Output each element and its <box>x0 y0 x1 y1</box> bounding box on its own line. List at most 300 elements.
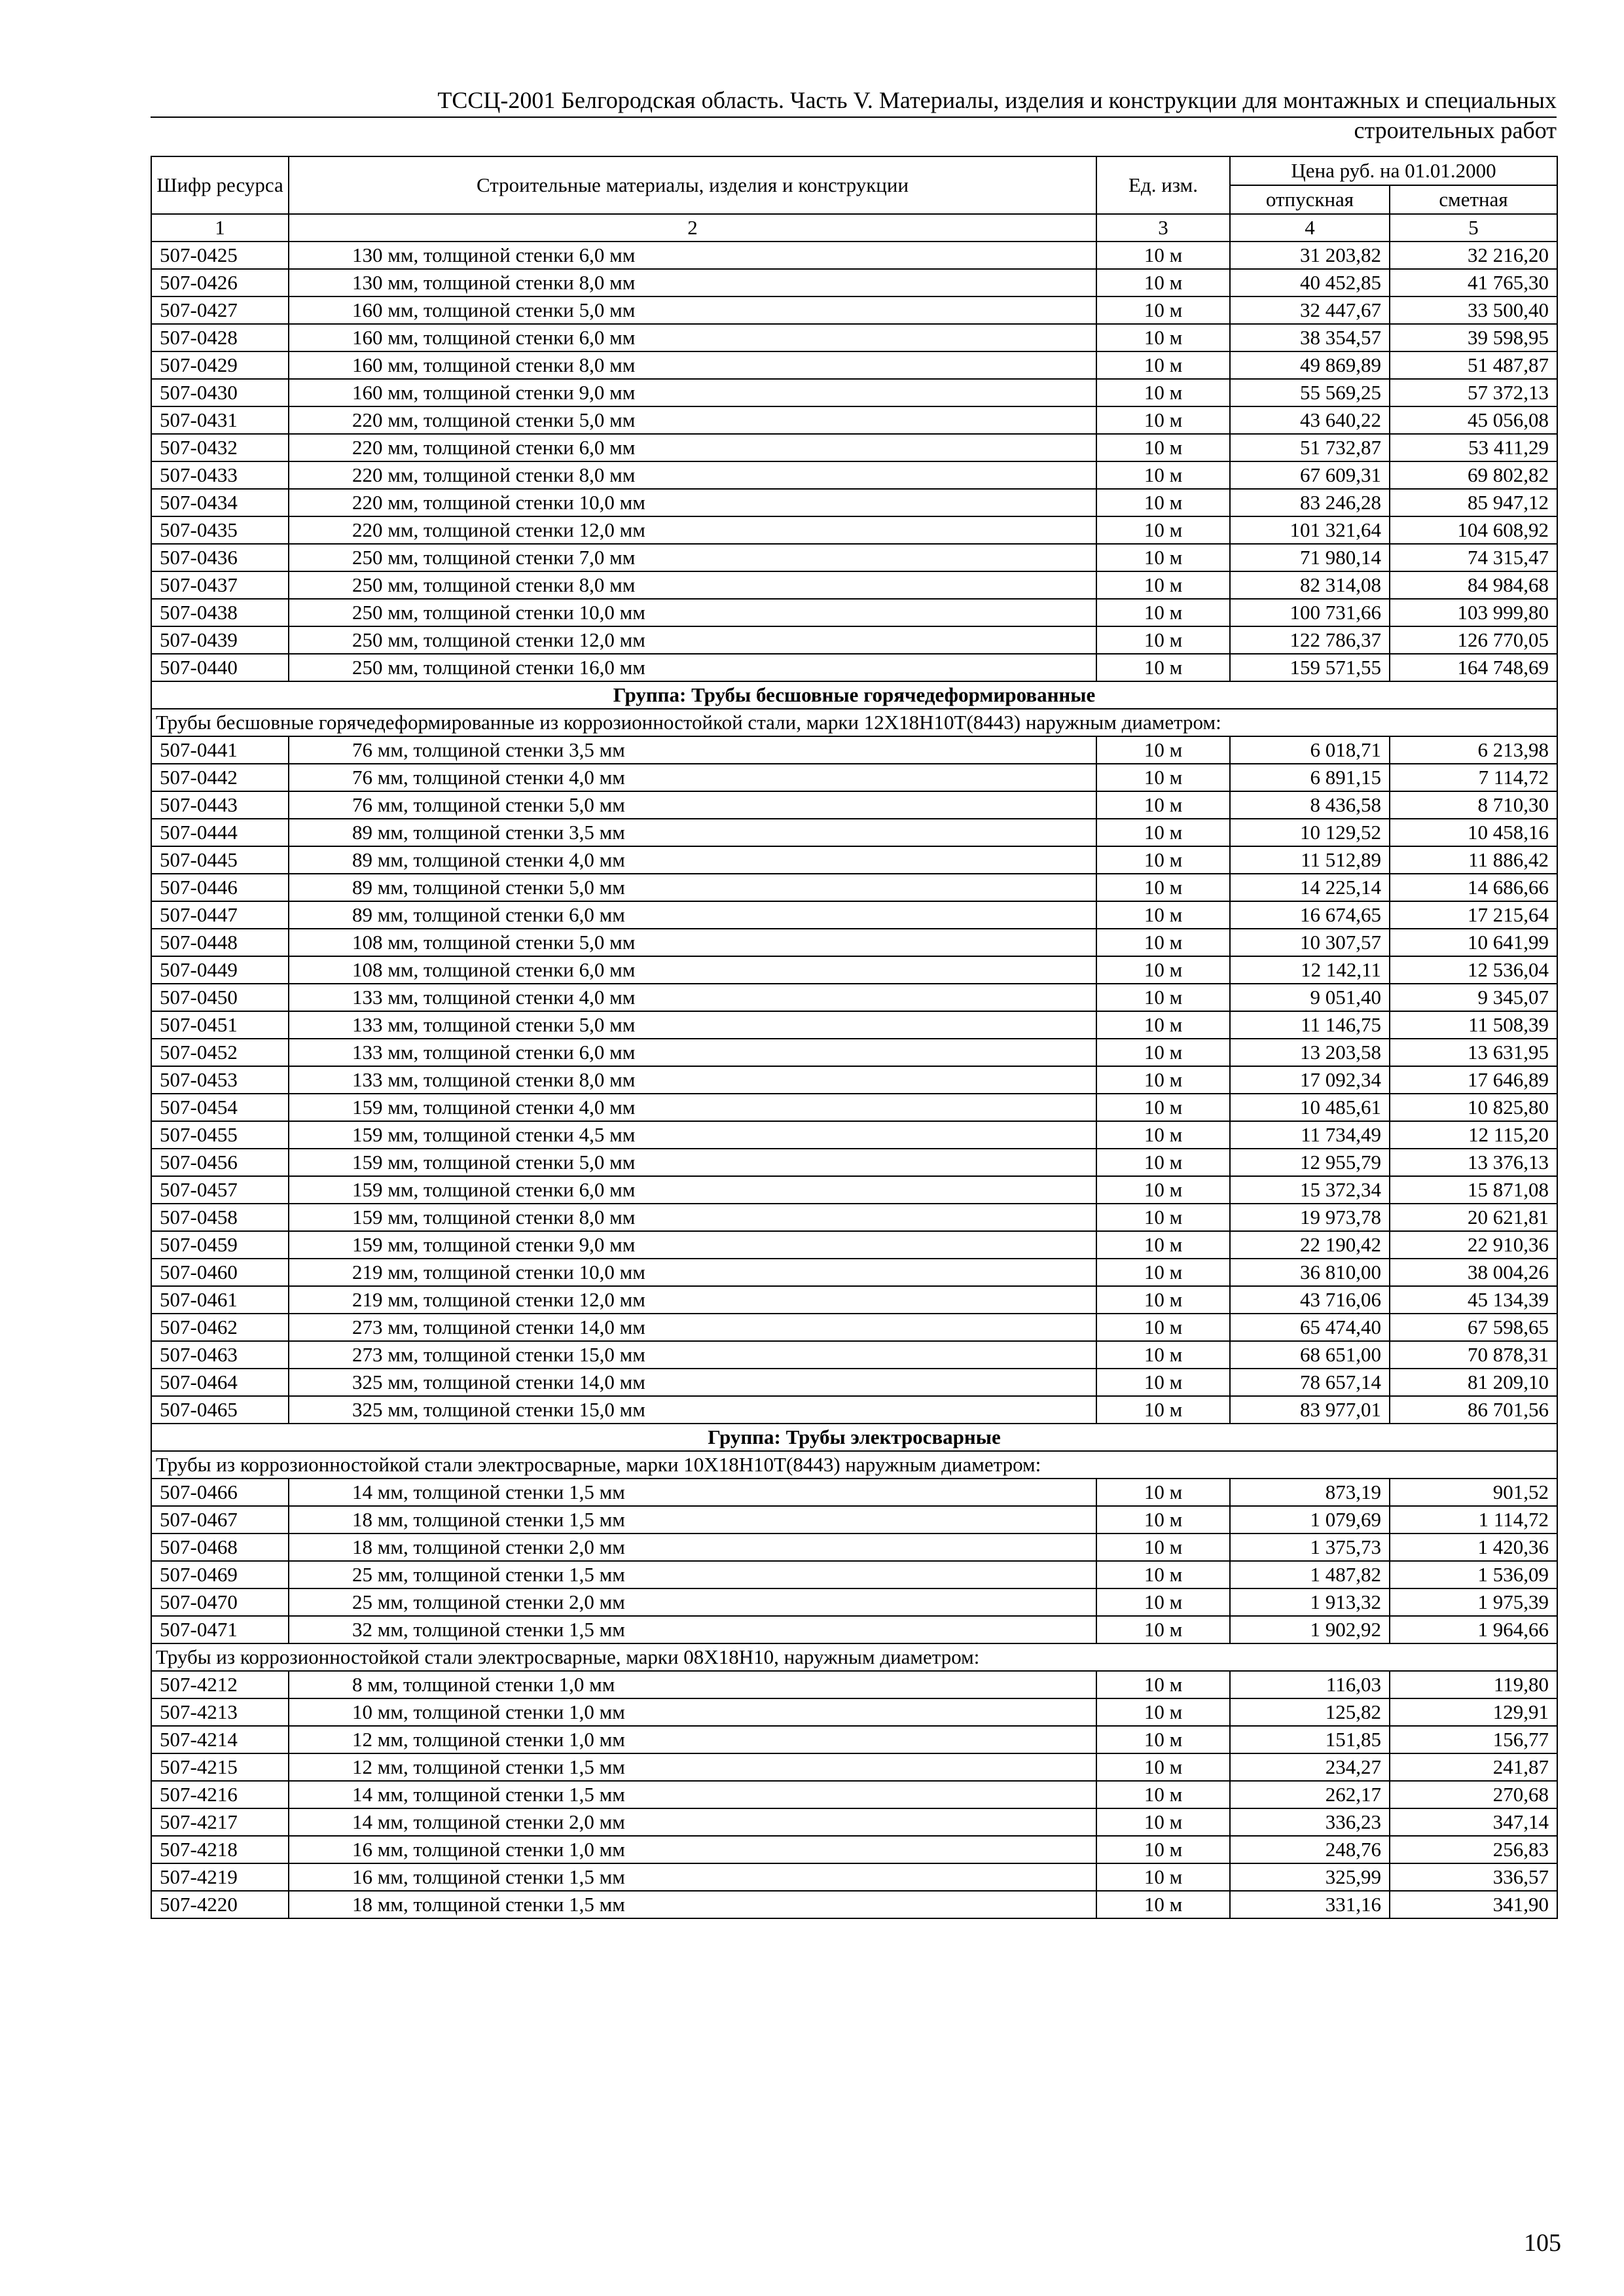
table-row <box>151 1479 1557 1506</box>
resource-code: 507-0447 <box>151 901 289 929</box>
unit: 10 м <box>1096 1479 1230 1506</box>
price-release: 101 321,64 <box>1230 516 1390 544</box>
group-title: Группа: Трубы бесшовные горячедеформированные <box>151 681 1557 709</box>
material-name: 76 мм, толщиной стенки 5,0 мм <box>289 791 1096 819</box>
resource-code: 507-0466 <box>151 1479 289 1506</box>
price-estimate: 51 487,87 <box>1390 351 1557 379</box>
table-row <box>151 379 1557 406</box>
resource-code: 507-0460 <box>151 1259 289 1286</box>
table-row <box>151 434 1557 461</box>
column-header-name: Строительные материалы, изделия и конструкции <box>289 156 1096 214</box>
table-row <box>151 1726 1557 1753</box>
resource-code: 507-0437 <box>151 571 289 599</box>
resource-code: 507-0452 <box>151 1039 289 1066</box>
price-release: 12 142,11 <box>1230 956 1390 984</box>
group-title-row <box>151 681 1557 709</box>
resource-code: 507-0444 <box>151 819 289 846</box>
unit: 10 м <box>1096 791 1230 819</box>
table-row <box>151 1588 1557 1616</box>
price-estimate: 119,80 <box>1390 1671 1557 1698</box>
material-name: 32 мм, толщиной стенки 1,5 мм <box>289 1616 1096 1643</box>
material-name: 12 мм, толщиной стенки 1,0 мм <box>289 1726 1096 1753</box>
material-name: 219 мм, толщиной стенки 12,0 мм <box>289 1286 1096 1314</box>
material-name: 18 мм, толщиной стенки 2,0 мм <box>289 1534 1096 1561</box>
unit: 10 м <box>1096 461 1230 489</box>
resource-code: 507-4217 <box>151 1808 289 1836</box>
price-estimate: 1 420,36 <box>1390 1534 1557 1561</box>
price-release: 17 092,34 <box>1230 1066 1390 1094</box>
price-release: 151,85 <box>1230 1726 1390 1753</box>
material-name: 108 мм, толщиной стенки 6,0 мм <box>289 956 1096 984</box>
unit: 10 м <box>1096 1891 1230 1918</box>
material-name: 89 мм, толщиной стенки 6,0 мм <box>289 901 1096 929</box>
material-name: 160 мм, толщиной стенки 6,0 мм <box>289 324 1096 351</box>
unit: 10 м <box>1096 736 1230 764</box>
table-row <box>151 819 1557 846</box>
price-release: 32 447,67 <box>1230 296 1390 324</box>
resource-code: 507-4218 <box>151 1836 289 1863</box>
price-release: 11 146,75 <box>1230 1011 1390 1039</box>
column-header-price-estimate: сметная <box>1390 185 1557 214</box>
table-row <box>151 1231 1557 1259</box>
material-name: 108 мм, толщиной стенки 5,0 мм <box>289 929 1096 956</box>
material-name: 159 мм, толщиной стенки 6,0 мм <box>289 1176 1096 1204</box>
group-title: Группа: Трубы электросварные <box>151 1424 1557 1451</box>
price-release: 43 640,22 <box>1230 406 1390 434</box>
table-row <box>151 1506 1557 1534</box>
price-estimate: 41 765,30 <box>1390 269 1557 296</box>
material-name: 220 мм, толщиной стенки 10,0 мм <box>289 489 1096 516</box>
table-row <box>151 544 1557 571</box>
price-estimate: 13 631,95 <box>1390 1039 1557 1066</box>
price-estimate: 70 878,31 <box>1390 1341 1557 1369</box>
price-estimate: 20 621,81 <box>1390 1204 1557 1231</box>
unit: 10 м <box>1096 324 1230 351</box>
material-name: 325 мм, толщиной стенки 14,0 мм <box>289 1369 1096 1396</box>
price-release: 51 732,87 <box>1230 434 1390 461</box>
resource-code: 507-0440 <box>151 654 289 681</box>
unit: 10 м <box>1096 874 1230 901</box>
price-release: 15 372,34 <box>1230 1176 1390 1204</box>
unit: 10 м <box>1096 1259 1230 1286</box>
unit: 10 м <box>1096 1039 1230 1066</box>
price-estimate: 32 216,20 <box>1390 242 1557 269</box>
price-release: 331,16 <box>1230 1891 1390 1918</box>
price-estimate: 270,68 <box>1390 1781 1557 1808</box>
price-release: 36 810,00 <box>1230 1259 1390 1286</box>
price-release: 122 786,37 <box>1230 626 1390 654</box>
material-name: 133 мм, толщиной стенки 5,0 мм <box>289 1011 1096 1039</box>
resource-code: 507-0462 <box>151 1314 289 1341</box>
material-name: 325 мм, толщиной стенки 15,0 мм <box>289 1396 1096 1424</box>
unit: 10 м <box>1096 1231 1230 1259</box>
price-release: 116,03 <box>1230 1671 1390 1698</box>
price-estimate: 45 134,39 <box>1390 1286 1557 1314</box>
price-release: 43 716,06 <box>1230 1286 1390 1314</box>
unit: 10 м <box>1096 1314 1230 1341</box>
resource-code: 507-0448 <box>151 929 289 956</box>
unit: 10 м <box>1096 1588 1230 1616</box>
material-name: 130 мм, толщиной стенки 8,0 мм <box>289 269 1096 296</box>
price-estimate: 69 802,82 <box>1390 461 1557 489</box>
price-estimate: 9 345,07 <box>1390 984 1557 1011</box>
column-number: 3 <box>1096 214 1230 242</box>
price-estimate: 53 411,29 <box>1390 434 1557 461</box>
material-name: 250 мм, толщиной стенки 7,0 мм <box>289 544 1096 571</box>
material-name: 8 мм, толщиной стенки 1,0 мм <box>289 1671 1096 1698</box>
price-estimate: 1 964,66 <box>1390 1616 1557 1643</box>
unit: 10 м <box>1096 984 1230 1011</box>
resource-code: 507-0432 <box>151 434 289 461</box>
unit: 10 м <box>1096 819 1230 846</box>
price-estimate: 103 999,80 <box>1390 599 1557 626</box>
price-release: 159 571,55 <box>1230 654 1390 681</box>
material-name: 25 мм, толщиной стенки 2,0 мм <box>289 1588 1096 1616</box>
price-estimate: 15 871,08 <box>1390 1176 1557 1204</box>
table-row <box>151 1259 1557 1286</box>
unit: 10 м <box>1096 1396 1230 1424</box>
material-name: 14 мм, толщиной стенки 1,5 мм <box>289 1781 1096 1808</box>
resource-code: 507-0468 <box>151 1534 289 1561</box>
price-estimate: 10 458,16 <box>1390 819 1557 846</box>
table-row <box>151 956 1557 984</box>
price-estimate: 336,57 <box>1390 1863 1557 1891</box>
price-estimate: 13 376,13 <box>1390 1149 1557 1176</box>
table-row <box>151 1121 1557 1149</box>
price-release: 83 246,28 <box>1230 489 1390 516</box>
material-name: 250 мм, толщиной стенки 10,0 мм <box>289 599 1096 626</box>
column-number: 2 <box>289 214 1096 242</box>
unit: 10 м <box>1096 1149 1230 1176</box>
table-row <box>151 324 1557 351</box>
resource-code: 507-0436 <box>151 544 289 571</box>
resource-code: 507-0439 <box>151 626 289 654</box>
material-name: 133 мм, толщиной стенки 4,0 мм <box>289 984 1096 1011</box>
table-row <box>151 1836 1557 1863</box>
price-release: 10 485,61 <box>1230 1094 1390 1121</box>
resource-code: 507-0454 <box>151 1094 289 1121</box>
resource-code: 507-0471 <box>151 1616 289 1643</box>
unit: 10 м <box>1096 1204 1230 1231</box>
price-estimate: 10 641,99 <box>1390 929 1557 956</box>
price-release: 11 512,89 <box>1230 846 1390 874</box>
price-release: 83 977,01 <box>1230 1396 1390 1424</box>
table-row <box>151 1176 1557 1204</box>
table-row <box>151 1534 1557 1561</box>
unit: 10 м <box>1096 406 1230 434</box>
table-row <box>151 1149 1557 1176</box>
unit: 10 м <box>1096 379 1230 406</box>
price-estimate: 67 598,65 <box>1390 1314 1557 1341</box>
price-estimate: 33 500,40 <box>1390 296 1557 324</box>
price-release: 65 474,40 <box>1230 1314 1390 1341</box>
price-estimate: 1 536,09 <box>1390 1561 1557 1588</box>
column-number: 4 <box>1230 214 1390 242</box>
resource-code: 507-0463 <box>151 1341 289 1369</box>
table-row <box>151 1616 1557 1643</box>
table-row <box>151 1204 1557 1231</box>
table-row <box>151 1286 1557 1314</box>
unit: 10 м <box>1096 654 1230 681</box>
header-rule <box>151 117 1557 118</box>
unit: 10 м <box>1096 764 1230 791</box>
table-row <box>151 1341 1557 1369</box>
unit: 10 м <box>1096 571 1230 599</box>
material-name: 25 мм, толщиной стенки 1,5 мм <box>289 1561 1096 1588</box>
resource-code: 507-4214 <box>151 1726 289 1753</box>
page-number: 105 <box>1524 2229 1561 2257</box>
material-name: 18 мм, толщиной стенки 1,5 мм <box>289 1506 1096 1534</box>
unit: 10 м <box>1096 846 1230 874</box>
column-header-price-release: отпускная <box>1230 185 1390 214</box>
price-release: 55 569,25 <box>1230 379 1390 406</box>
material-name: 130 мм, толщиной стенки 6,0 мм <box>289 242 1096 269</box>
unit: 10 м <box>1096 1726 1230 1753</box>
resource-code: 507-4216 <box>151 1781 289 1808</box>
material-name: 10 мм, толщиной стенки 1,0 мм <box>289 1698 1096 1726</box>
table-row <box>151 929 1557 956</box>
material-name: 14 мм, толщиной стенки 1,5 мм <box>289 1479 1096 1506</box>
resource-code: 507-0450 <box>151 984 289 1011</box>
material-name: 160 мм, толщиной стенки 5,0 мм <box>289 296 1096 324</box>
price-estimate: 7 114,72 <box>1390 764 1557 791</box>
unit: 10 м <box>1096 1506 1230 1534</box>
section-subtitle: Трубы бесшовные горячедеформированные из коррозионностойкой стали, марки 12Х18Н10Т(8443) наружным диаметром: <box>151 709 1557 736</box>
price-release: 68 651,00 <box>1230 1341 1390 1369</box>
table-row <box>151 984 1557 1011</box>
table-row <box>151 1066 1557 1094</box>
price-estimate: 12 115,20 <box>1390 1121 1557 1149</box>
table-row <box>151 1561 1557 1588</box>
price-estimate: 256,83 <box>1390 1836 1557 1863</box>
price-release: 1 913,32 <box>1230 1588 1390 1616</box>
unit: 10 м <box>1096 1176 1230 1204</box>
unit: 10 м <box>1096 1094 1230 1121</box>
unit: 10 м <box>1096 1616 1230 1643</box>
resource-code: 507-0428 <box>151 324 289 351</box>
unit: 10 м <box>1096 1561 1230 1588</box>
page-header <box>151 85 1557 145</box>
price-estimate: 129,91 <box>1390 1698 1557 1726</box>
price-release: 16 674,65 <box>1230 901 1390 929</box>
resource-code: 507-0425 <box>151 242 289 269</box>
price-estimate: 17 215,64 <box>1390 901 1557 929</box>
price-estimate: 85 947,12 <box>1390 489 1557 516</box>
price-release: 125,82 <box>1230 1698 1390 1726</box>
unit: 10 м <box>1096 929 1230 956</box>
price-release: 12 955,79 <box>1230 1149 1390 1176</box>
material-name: 273 мм, толщиной стенки 15,0 мм <box>289 1341 1096 1369</box>
unit: 10 м <box>1096 1753 1230 1781</box>
unit: 10 м <box>1096 434 1230 461</box>
material-name: 133 мм, толщиной стенки 6,0 мм <box>289 1039 1096 1066</box>
unit: 10 м <box>1096 1534 1230 1561</box>
table-row <box>151 599 1557 626</box>
price-estimate: 17 646,89 <box>1390 1066 1557 1094</box>
resource-code: 507-0464 <box>151 1369 289 1396</box>
unit: 10 м <box>1096 1011 1230 1039</box>
header-title-line2: строительных работ <box>1354 117 1557 143</box>
resource-code: 507-0435 <box>151 516 289 544</box>
price-estimate: 45 056,08 <box>1390 406 1557 434</box>
table-row <box>151 1094 1557 1121</box>
price-estimate: 11 886,42 <box>1390 846 1557 874</box>
price-release: 262,17 <box>1230 1781 1390 1808</box>
price-estimate: 74 315,47 <box>1390 544 1557 571</box>
table-row <box>151 1808 1557 1836</box>
resource-code: 507-0456 <box>151 1149 289 1176</box>
resource-code: 507-0446 <box>151 874 289 901</box>
price-estimate: 347,14 <box>1390 1808 1557 1836</box>
material-name: 220 мм, толщиной стенки 8,0 мм <box>289 461 1096 489</box>
material-name: 89 мм, толщиной стенки 4,0 мм <box>289 846 1096 874</box>
resource-code: 507-0427 <box>151 296 289 324</box>
table-row <box>151 1039 1557 1066</box>
unit: 10 м <box>1096 956 1230 984</box>
material-name: 76 мм, толщиной стенки 4,0 мм <box>289 764 1096 791</box>
material-name: 89 мм, толщиной стенки 5,0 мм <box>289 874 1096 901</box>
price-release: 336,23 <box>1230 1808 1390 1836</box>
table-row <box>151 406 1557 434</box>
price-release: 9 051,40 <box>1230 984 1390 1011</box>
price-release: 22 190,42 <box>1230 1231 1390 1259</box>
resource-code: 507-0469 <box>151 1561 289 1588</box>
material-name: 159 мм, толщиной стенки 4,5 мм <box>289 1121 1096 1149</box>
column-header-code: Шифр ресурса <box>151 156 289 214</box>
unit: 10 м <box>1096 1341 1230 1369</box>
table-row <box>151 1781 1557 1808</box>
resource-code: 507-0426 <box>151 269 289 296</box>
price-release: 1 487,82 <box>1230 1561 1390 1588</box>
table-row <box>151 351 1557 379</box>
section-subtitle: Трубы из коррозионностойкой стали электросварные, марки 10Х18Н10Т(8443) наружным диаметром: <box>151 1451 1557 1479</box>
group-title-row <box>151 1424 1557 1451</box>
material-name: 16 мм, толщиной стенки 1,5 мм <box>289 1863 1096 1891</box>
unit: 10 м <box>1096 626 1230 654</box>
resource-code: 507-0457 <box>151 1176 289 1204</box>
price-estimate: 8 710,30 <box>1390 791 1557 819</box>
price-release: 19 973,78 <box>1230 1204 1390 1231</box>
price-estimate: 14 686,66 <box>1390 874 1557 901</box>
price-release: 71 980,14 <box>1230 544 1390 571</box>
price-estimate: 86 701,56 <box>1390 1396 1557 1424</box>
table-row <box>151 901 1557 929</box>
section-subtitle-row <box>151 709 1557 736</box>
unit: 10 м <box>1096 1121 1230 1149</box>
resource-code: 507-0430 <box>151 379 289 406</box>
material-name: 219 мм, толщиной стенки 10,0 мм <box>289 1259 1096 1286</box>
price-release: 40 452,85 <box>1230 269 1390 296</box>
price-estimate: 341,90 <box>1390 1891 1557 1918</box>
section-subtitle-row <box>151 1451 1557 1479</box>
table-row <box>151 846 1557 874</box>
unit: 10 м <box>1096 242 1230 269</box>
material-name: 220 мм, толщиной стенки 12,0 мм <box>289 516 1096 544</box>
resource-code: 507-0434 <box>151 489 289 516</box>
price-estimate: 901,52 <box>1390 1479 1557 1506</box>
table-row <box>151 242 1557 269</box>
column-number: 5 <box>1390 214 1557 242</box>
column-header-unit: Ед. изм. <box>1096 156 1230 214</box>
table-row <box>151 1891 1557 1918</box>
resource-code: 507-0445 <box>151 846 289 874</box>
price-release: 8 436,58 <box>1230 791 1390 819</box>
table-row <box>151 626 1557 654</box>
section-subtitle-row <box>151 1643 1557 1671</box>
table-row <box>151 1753 1557 1781</box>
unit: 10 м <box>1096 901 1230 929</box>
unit: 10 м <box>1096 351 1230 379</box>
price-estimate: 12 536,04 <box>1390 956 1557 984</box>
price-estimate: 126 770,05 <box>1390 626 1557 654</box>
price-release: 1 902,92 <box>1230 1616 1390 1643</box>
resource-code: 507-0458 <box>151 1204 289 1231</box>
price-release: 49 869,89 <box>1230 351 1390 379</box>
price-release: 10 307,57 <box>1230 929 1390 956</box>
table-row <box>151 1396 1557 1424</box>
price-release: 10 129,52 <box>1230 819 1390 846</box>
table-row <box>151 764 1557 791</box>
table-row <box>151 571 1557 599</box>
material-name: 159 мм, толщиной стенки 8,0 мм <box>289 1204 1096 1231</box>
column-header-price-group: Цена руб. на 01.01.2000 <box>1230 156 1557 185</box>
price-release: 11 734,49 <box>1230 1121 1390 1149</box>
table-row <box>151 874 1557 901</box>
material-name: 250 мм, толщиной стенки 12,0 мм <box>289 626 1096 654</box>
price-release: 38 354,57 <box>1230 324 1390 351</box>
table-row <box>151 654 1557 681</box>
table-row <box>151 1011 1557 1039</box>
unit: 10 м <box>1096 544 1230 571</box>
material-name: 16 мм, толщиной стенки 1,0 мм <box>289 1836 1096 1863</box>
material-name: 160 мм, толщиной стенки 8,0 мм <box>289 351 1096 379</box>
resource-code: 507-4219 <box>151 1863 289 1891</box>
material-name: 159 мм, толщиной стенки 5,0 мм <box>289 1149 1096 1176</box>
price-estimate: 156,77 <box>1390 1726 1557 1753</box>
unit: 10 м <box>1096 489 1230 516</box>
price-release: 31 203,82 <box>1230 242 1390 269</box>
table-row <box>151 1369 1557 1396</box>
resource-code: 507-4215 <box>151 1753 289 1781</box>
material-name: 160 мм, толщиной стенки 9,0 мм <box>289 379 1096 406</box>
price-release: 6 891,15 <box>1230 764 1390 791</box>
price-release: 234,27 <box>1230 1753 1390 1781</box>
price-release: 67 609,31 <box>1230 461 1390 489</box>
price-estimate: 11 508,39 <box>1390 1011 1557 1039</box>
price-release: 873,19 <box>1230 1479 1390 1506</box>
table-row <box>151 516 1557 544</box>
resource-code: 507-0467 <box>151 1506 289 1534</box>
resource-code: 507-0433 <box>151 461 289 489</box>
unit: 10 м <box>1096 1836 1230 1863</box>
resource-code: 507-4220 <box>151 1891 289 1918</box>
price-estimate: 164 748,69 <box>1390 654 1557 681</box>
price-release: 100 731,66 <box>1230 599 1390 626</box>
material-name: 133 мм, толщиной стенки 8,0 мм <box>289 1066 1096 1094</box>
price-release: 1 079,69 <box>1230 1506 1390 1534</box>
table-row <box>151 1671 1557 1698</box>
table-row <box>151 1314 1557 1341</box>
resource-code: 507-0431 <box>151 406 289 434</box>
material-name: 12 мм, толщиной стенки 1,5 мм <box>289 1753 1096 1781</box>
resource-code: 507-0453 <box>151 1066 289 1094</box>
table-row <box>151 736 1557 764</box>
price-release: 14 225,14 <box>1230 874 1390 901</box>
price-estimate: 81 209,10 <box>1390 1369 1557 1396</box>
resource-code: 507-0451 <box>151 1011 289 1039</box>
resource-code: 507-0455 <box>151 1121 289 1149</box>
unit: 10 м <box>1096 1286 1230 1314</box>
